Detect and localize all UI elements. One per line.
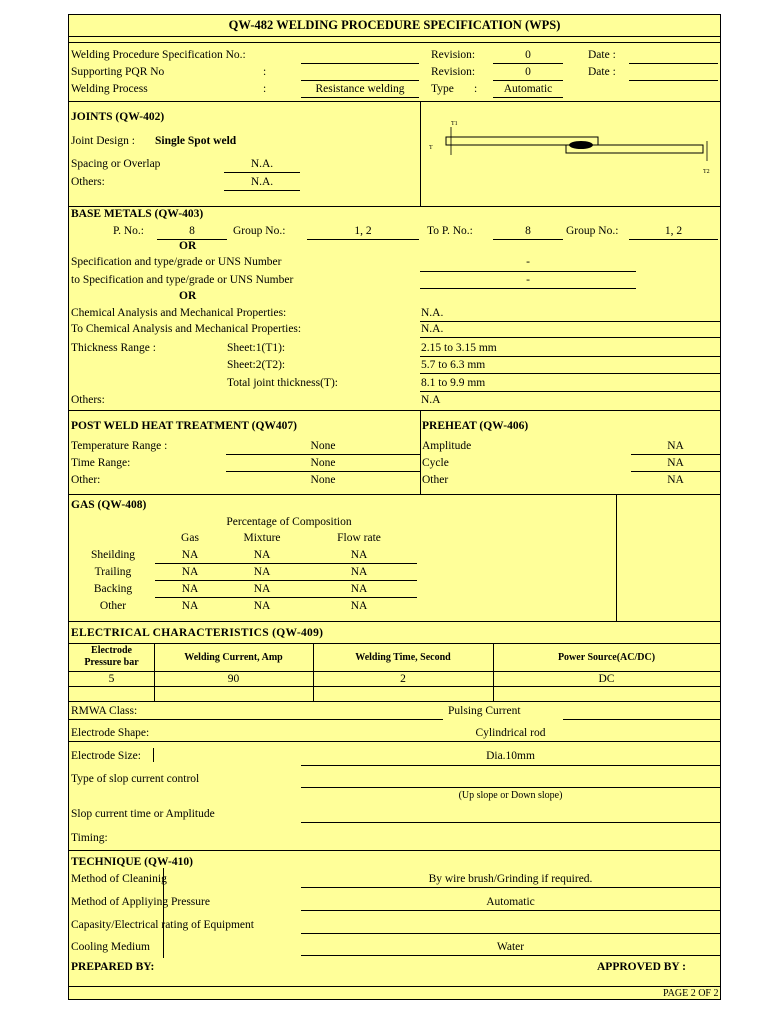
cleaning-field[interactable] (301, 887, 720, 888)
bm-others-label: Others: (71, 394, 105, 406)
time-field[interactable] (226, 471, 420, 472)
thickness-label: Thickness Range : (71, 342, 156, 354)
composition-label: Percentage of Composition (226, 516, 352, 528)
revision-value: 0 (525, 49, 531, 61)
to-p-no-label: To P. No.: (427, 225, 473, 237)
to-chem-field[interactable] (420, 337, 720, 338)
joint-others-value: N.A. (250, 176, 274, 188)
sheet2-label: Sheet:2(T2): (227, 359, 286, 371)
cursor-mark (153, 748, 154, 762)
date-field[interactable] (629, 80, 718, 81)
slope-field[interactable] (301, 787, 720, 788)
to-spec-value: - (526, 274, 530, 286)
time-value: None (310, 457, 336, 469)
pqr-label: Supporting PQR No (71, 66, 165, 78)
flow-cell: NA (350, 566, 368, 578)
flow-cell: NA (350, 549, 368, 561)
divider (69, 621, 720, 622)
type-label: Type (431, 83, 454, 95)
flow-cell: NA (350, 583, 368, 595)
page-number: PAGE 2 OF 2 (663, 988, 719, 999)
total-field[interactable] (420, 391, 720, 392)
bm-others-value: N.A (421, 394, 441, 406)
cycle-field[interactable] (631, 471, 720, 472)
pressure-method-field[interactable] (301, 910, 720, 911)
revision-value: 0 (525, 66, 531, 78)
to-spec-label: to Specification and type/grade or UNS Number (71, 274, 294, 286)
electrical-heading: ELECTRICAL CHARACTERISTICS (QW-409) (71, 627, 324, 639)
sheet1-label: Sheet:1(T1): (227, 342, 286, 354)
rmwa-field[interactable] (69, 719, 443, 720)
pulsing-label: Pulsing Current (448, 705, 521, 717)
spacing-value: N.A. (250, 158, 274, 170)
joint-design-value: Single Spot weld (155, 135, 237, 147)
rmwa-label: RMWA Class: (71, 705, 138, 717)
amplitude-value: NA (667, 440, 684, 452)
t2-label: T2 (703, 169, 710, 175)
or-label: OR (179, 290, 197, 302)
sheet2-value: 5.7 to 6.3 mm (421, 359, 486, 371)
date-label: Date : (588, 49, 616, 61)
cooling-field[interactable] (301, 955, 720, 956)
shape-field[interactable] (69, 741, 720, 742)
pwht-other-value: None (310, 474, 336, 486)
gas-cell: NA (181, 583, 199, 595)
preheat-other-label: Other (422, 474, 449, 486)
current-value: 90 (227, 673, 240, 685)
timing-label: Timing: (71, 832, 108, 844)
divider (69, 42, 720, 43)
pressure-method-label: Method of Appliying Pressure (71, 896, 210, 908)
shape-value: Cylindrical rod (475, 727, 546, 739)
spec-field[interactable] (420, 271, 636, 272)
to-chem-label: To Chemical Analysis and Mechanical Properties: (71, 323, 302, 335)
amplitude-field[interactable] (631, 454, 720, 455)
gas-heading: GAS (QW-408) (71, 499, 147, 511)
size-value: Dia.10mm (486, 750, 535, 762)
mixture-cell: NA (253, 583, 271, 595)
gas-row-line (155, 563, 417, 564)
spec-value: - (526, 256, 530, 268)
col-current: Welding Current, Amp (184, 652, 283, 663)
chem-value: N.A. (421, 307, 444, 319)
t-label: T (429, 145, 433, 151)
sheet1-field[interactable] (420, 356, 720, 357)
cycle-value: NA (667, 457, 684, 469)
gas-row-label: Sheilding (90, 549, 136, 561)
chem-field[interactable] (420, 321, 720, 322)
slope-time-field[interactable] (301, 822, 720, 823)
total-value: 8.1 to 9.9 mm (421, 377, 486, 389)
form-title: QW-482 WELDING PROCEDURE SPECIFICATION (WPS) (228, 18, 561, 32)
to-group-value: 1, 2 (664, 225, 683, 237)
pressure-value: 5 (108, 673, 115, 685)
time-value: 2 (400, 673, 406, 685)
to-p-no-value: 8 (525, 225, 531, 237)
p-no-label: P. No.: (113, 225, 144, 237)
prepared-by-label: PREPARED BY: (71, 961, 155, 973)
gas-row-label: Trailing (94, 566, 132, 578)
capacity-field[interactable] (301, 933, 720, 934)
process-label: Welding Process (71, 83, 148, 95)
divider (616, 494, 617, 621)
flow-cell: NA (350, 600, 368, 612)
spot-weld-diagram (421, 117, 719, 179)
base-metals-heading: BASE METALS (QW-403) (71, 208, 204, 220)
divider (69, 643, 720, 644)
pressure-method-value: Automatic (486, 896, 535, 908)
divider (69, 36, 720, 37)
revision-label: Revision: (431, 66, 476, 78)
mixture-cell: NA (253, 566, 271, 578)
revision-field[interactable] (493, 80, 563, 81)
pwht-other-label: Other: (71, 474, 101, 486)
spot-weld-nugget (569, 141, 593, 149)
divider (69, 410, 720, 411)
col-mixture: Mixture (243, 532, 281, 544)
cooling-label: Cooling Medium (71, 941, 150, 953)
technique-heading: TECHNIQUE (QW-410) (71, 856, 193, 868)
pqr-field[interactable] (301, 80, 419, 81)
col-electrode: Electrode (91, 645, 132, 656)
size-field[interactable] (301, 765, 720, 766)
divider (69, 701, 720, 702)
joint-others-field[interactable] (224, 190, 300, 191)
time-label: Time Range: (71, 457, 131, 469)
revision-field[interactable] (493, 63, 563, 64)
type-field[interactable] (493, 97, 563, 98)
gas-cell: NA (181, 566, 199, 578)
total-label: Total joint thickness(T): (227, 377, 338, 389)
col-pressure: Pressure bar (84, 657, 139, 668)
col-power: Power Source(AC/DC) (557, 652, 656, 663)
colon: : (474, 83, 478, 95)
spacing-field[interactable] (224, 172, 300, 173)
wps-form (68, 14, 721, 1000)
process-field[interactable] (301, 97, 419, 98)
divider (69, 986, 720, 987)
t1-label: T1 (451, 121, 458, 127)
cleaning-value: By wire brush/Grinding if required. (428, 873, 593, 885)
pwht-heading: POST WELD HEAT TREATMENT (QW407) (71, 420, 298, 432)
or-label: OR (179, 240, 197, 252)
revision-label: Revision: (431, 49, 476, 61)
to-spec-field[interactable] (420, 288, 636, 289)
cycle-label: Cycle (422, 457, 449, 469)
to-group-label: Group No.: (566, 225, 619, 237)
pulsing-field[interactable] (563, 719, 720, 720)
group-field[interactable] (307, 239, 419, 240)
to-group-field[interactable] (629, 239, 718, 240)
divider (69, 686, 720, 687)
p-no-value: 8 (189, 225, 195, 237)
joint-others-label: Others: (71, 176, 105, 188)
preheat-other-value: NA (667, 474, 684, 486)
joints-heading: JOINTS (QW-402) (71, 111, 165, 123)
spec-label: Specification and type/grade or UNS Number (71, 256, 282, 268)
temp-label: Temperature Range : (71, 440, 168, 452)
size-label: Electrode Size: (71, 750, 141, 762)
colon: : (263, 66, 267, 78)
gas-cell: NA (181, 600, 199, 612)
spacing-label: Spacing or Overlap (71, 158, 161, 170)
group-label: Group No.: (233, 225, 286, 237)
approved-by-label: APPROVED BY : (597, 961, 687, 973)
gas-cell: NA (181, 549, 199, 561)
divider (420, 410, 421, 494)
sheet2-field[interactable] (420, 373, 720, 374)
date-field[interactable] (629, 63, 718, 64)
group-value: 1, 2 (354, 225, 372, 237)
preheat-heading: PREHEAT (QW-406) (422, 420, 529, 432)
gas-row-line (155, 580, 417, 581)
wps-no-field[interactable] (301, 63, 419, 64)
process-value: Resistance welding (315, 83, 405, 95)
slope-value: (Up slope or Down slope) (458, 790, 563, 801)
type-value: Automatic (503, 83, 553, 95)
temp-field[interactable] (226, 454, 420, 455)
wps-no-label: Welding Procedure Specification No.: (71, 49, 246, 61)
gas-row-label: Backing (93, 583, 133, 595)
power-value: DC (598, 673, 615, 685)
slope-time-label: Slop current time or Amplitude (71, 808, 215, 820)
cleaning-label: Method of Cleaninig (71, 873, 167, 885)
temp-value: None (310, 440, 336, 452)
capacity-label: Capasity/Electrical rating of Equipment (71, 919, 254, 931)
slope-label: Type of slop current control (71, 773, 200, 785)
gas-row-label: Other (99, 600, 127, 612)
divider (69, 101, 720, 102)
divider (69, 850, 720, 851)
shape-label: Electrode Shape: (71, 727, 150, 739)
joint-design-label: Joint Design : (71, 135, 135, 147)
date-label: Date : (588, 66, 616, 78)
col-gas: Gas (181, 532, 199, 544)
colon: : (263, 83, 267, 95)
gas-row-line (155, 597, 417, 598)
sheet1-value: 2.15 to 3.15 mm (421, 342, 497, 354)
mixture-cell: NA (253, 600, 271, 612)
chem-label: Chemical Analysis and Mechanical Properties: (71, 307, 287, 319)
divider (69, 494, 720, 495)
cooling-value: Water (496, 941, 525, 953)
col-flow-rate: Flow rate (337, 532, 381, 544)
mixture-cell: NA (253, 549, 271, 561)
col-time: Welding Time, Second (355, 652, 451, 663)
to-chem-value: N.A. (421, 323, 444, 335)
amplitude-label: Amplitude (422, 440, 472, 452)
to-p-no-field[interactable] (493, 239, 563, 240)
